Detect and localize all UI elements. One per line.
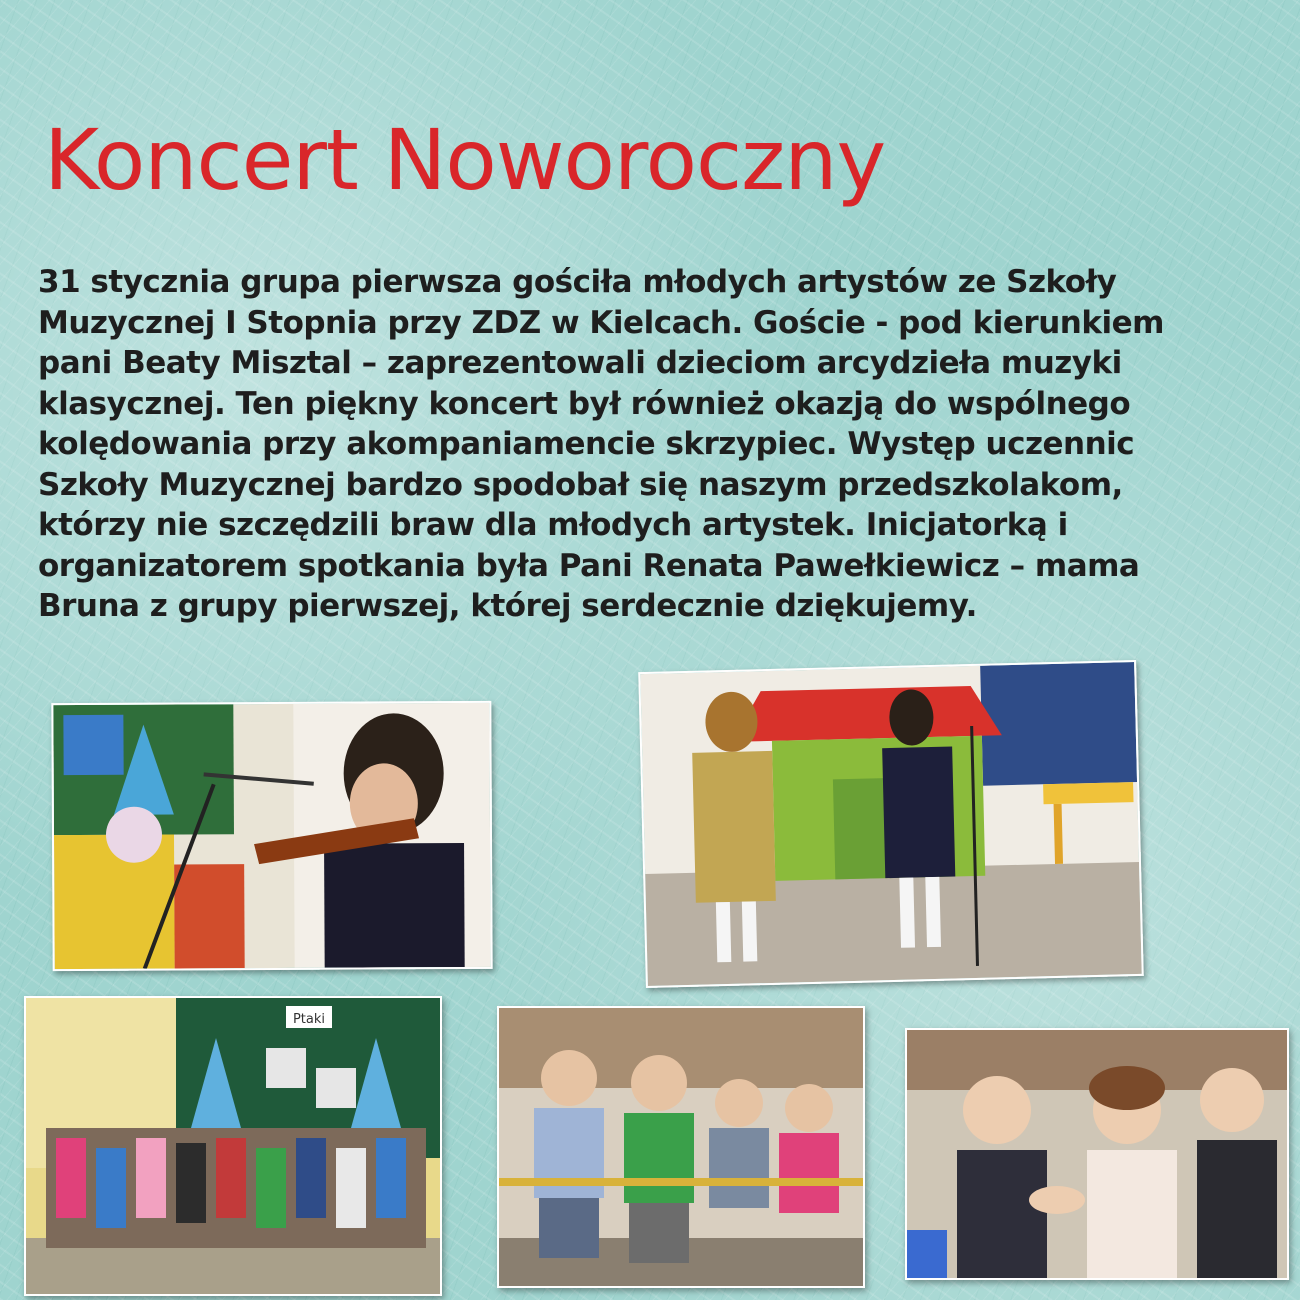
page-title: Koncert Noworoczny — [44, 111, 886, 209]
photo-audience-2 — [905, 1028, 1289, 1280]
article-paragraph: 31 stycznia grupa pierwsza gościła młodych artystów ze Szkoły Muzycznej I Stopnia przy ZDZ w Kielcach. Goście - pod kierunkiem pani Beaty Misztal – zaprezentowali dzieciom arcydzieła muzyki klasycznej. Ten piękny koncert był również okazją do wspólnego kolędowania przy akompaniamencie skrzypiec. Występ uczennic Szkoły Muzycznej bardzo spodobał się naszym przedszkolakom, którzy nie szczędzili braw dla młodych artystek. Inicjatorką i organizatorem spotkania była Pani Renata Pawełkiewicz – mama Bruna z grupy pierwszej, której serdecznie dziękujemy. — [38, 264, 1164, 624]
photo-violinist-closeup — [51, 701, 492, 971]
photo-violin-duo — [638, 660, 1144, 988]
photo-group — [24, 996, 442, 1296]
board-label: Ptaki — [292, 1012, 326, 1027]
photo-audience-1 — [497, 1006, 865, 1288]
